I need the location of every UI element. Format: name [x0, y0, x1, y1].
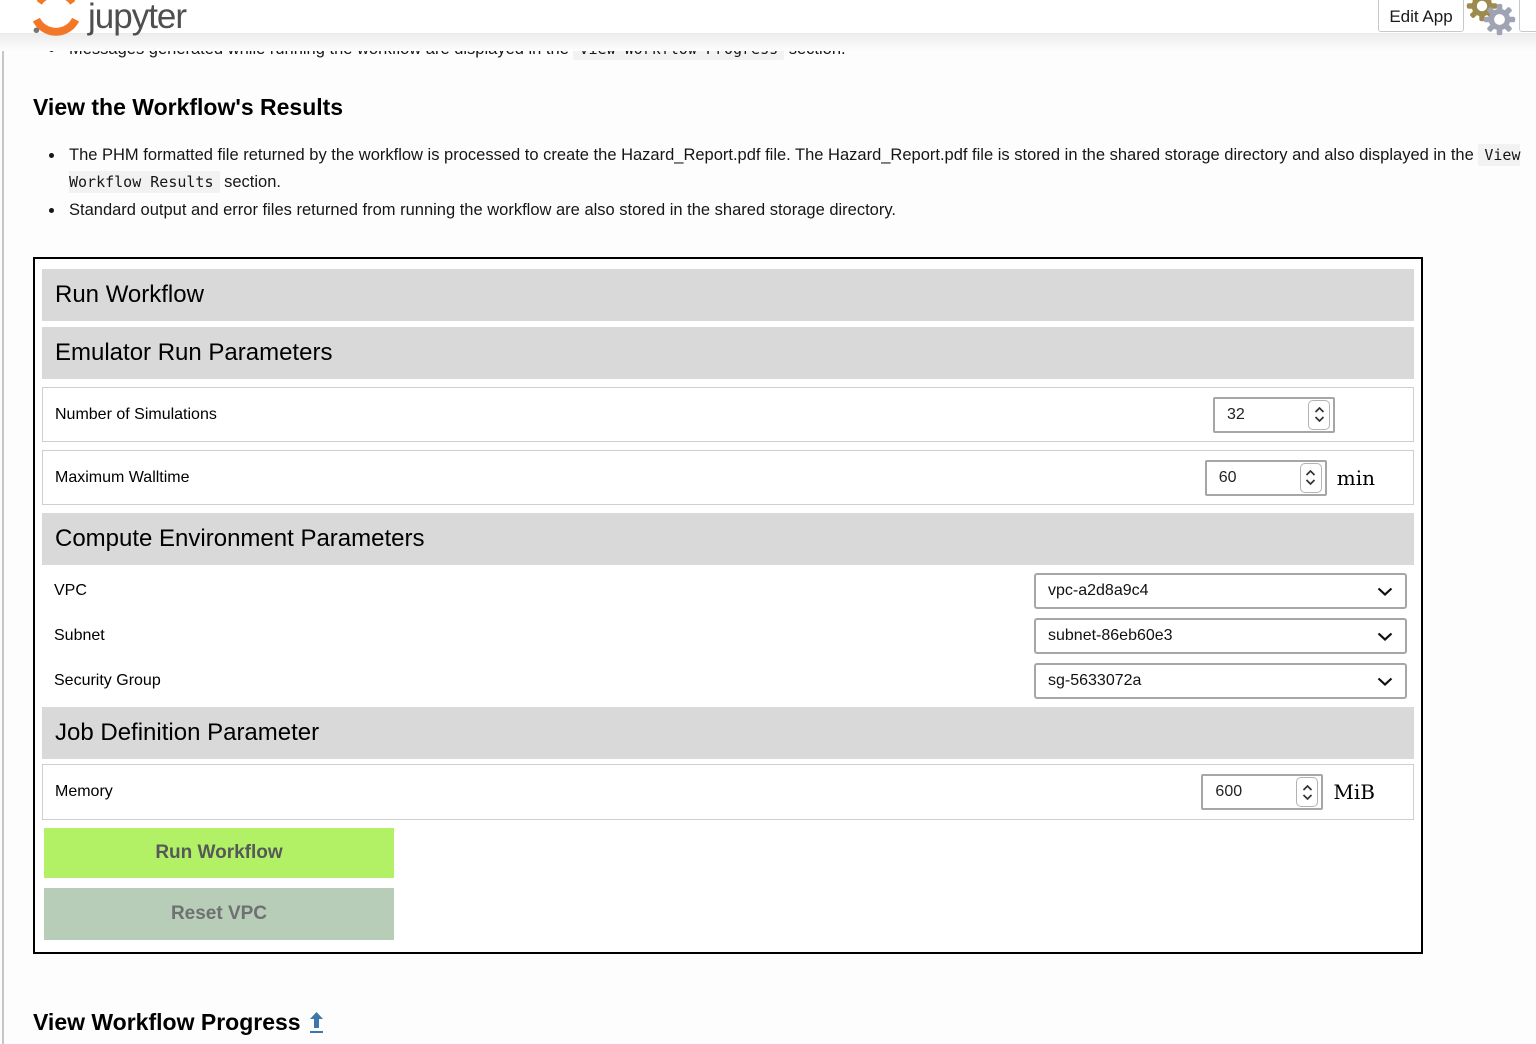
jupyter-logo-icon	[28, 0, 84, 42]
bullet-phm-file-tail: section.	[224, 173, 281, 191]
main-content	[0, 33, 1536, 1036]
memory-stepper[interactable]	[1296, 777, 1318, 807]
row-memory	[42, 764, 1414, 820]
kernel-gears-icon	[1466, 0, 1524, 38]
subnet-select-value: subnet-86eb60e3	[1048, 627, 1173, 644]
chevron-down-icon	[1377, 677, 1393, 686]
run-workflow-panel	[33, 257, 1423, 954]
jupyter-logo[interactable]	[28, 0, 186, 42]
panel-title: Run Workflow	[42, 269, 1414, 321]
section-emulator-run-parameters: Emulator Run Parameters	[42, 327, 1414, 379]
stepper-up-icon[interactable]	[1305, 470, 1316, 476]
vpc-select-value: vpc-a2d8a9c4	[1048, 582, 1149, 599]
chevron-down-icon	[1377, 632, 1393, 641]
bullet-phm-file-text: The PHM formatted file returned by the workflow is processed to create the Hazard_Report.pdf file. The Hazard_Report.pdf file is stored in the shared storage directory and also displayed in the	[69, 146, 1474, 164]
up-arrow-icon	[310, 1012, 323, 1029]
bullet-phm-file	[65, 142, 1536, 196]
code-view-workflow-results: View Workflow Results	[69, 146, 1521, 191]
security-group-label: Security Group	[54, 672, 161, 689]
vpc-select[interactable]	[1034, 573, 1407, 609]
progress-heading	[33, 1009, 1536, 1036]
number-of-simulations-stepper[interactable]	[1308, 400, 1330, 430]
run-workflow-button[interactable]: Run Workflow	[44, 828, 394, 878]
progress-heading-text: View Workflow Progress	[33, 1009, 301, 1035]
results-heading: View the Workflow's Results	[33, 94, 344, 120]
number-of-simulations-label: Number of Simulations	[55, 405, 217, 423]
stepper-down-icon[interactable]	[1305, 479, 1316, 485]
security-group-select-value: sg-5633072a	[1048, 672, 1142, 689]
app-header	[0, 0, 1536, 36]
memory-label: Memory	[55, 783, 113, 800]
subnet-select[interactable]	[1034, 618, 1407, 654]
reset-vpc-button[interactable]: Reset VPC	[44, 888, 394, 940]
stepper-up-icon[interactable]	[1302, 785, 1313, 791]
section-job-definition-parameter: Job Definition Parameter	[42, 707, 1414, 759]
chevron-down-icon	[1377, 587, 1393, 596]
vpc-label: VPC	[54, 582, 87, 599]
walltime-unit-label: min	[1336, 465, 1375, 490]
stepper-up-icon[interactable]	[1314, 407, 1325, 413]
header-shadow	[0, 33, 1536, 51]
jupyter-logo-text: jupyter	[88, 0, 187, 36]
maximum-walltime-stepper[interactable]	[1300, 463, 1322, 493]
stepper-down-icon[interactable]	[1314, 416, 1325, 422]
back-to-top-link[interactable]	[310, 1012, 323, 1033]
stepper-down-icon[interactable]	[1302, 794, 1313, 800]
row-number-of-simulations	[42, 387, 1414, 442]
edit-app-button[interactable]: Edit App	[1378, 0, 1464, 32]
subnet-label: Subnet	[54, 627, 105, 644]
row-subnet	[42, 618, 1414, 654]
row-maximum-walltime	[42, 450, 1414, 505]
section-compute-environment-parameters: Compute Environment Parameters	[42, 513, 1414, 565]
memory-unit-label: MiB	[1333, 780, 1375, 804]
row-vpc	[42, 573, 1414, 609]
security-group-select[interactable]	[1034, 663, 1407, 699]
bullet-stdout-files: • Standard output and error files returned from running the workflow are also stored in the shared storage directory.	[65, 197, 1536, 224]
row-security-group	[42, 663, 1414, 699]
maximum-walltime-label: Maximum Walltime	[55, 468, 190, 486]
